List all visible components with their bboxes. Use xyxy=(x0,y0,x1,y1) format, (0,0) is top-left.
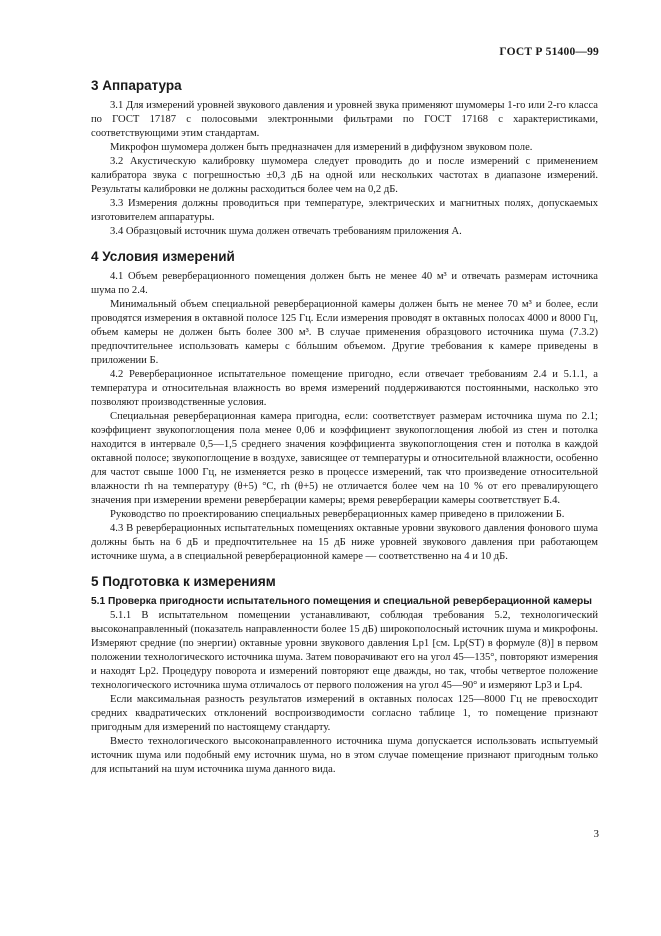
paragraph: Если максимальная разность результатов измерений в октавных полосах 125—8000 Гц не превосходит средних квадратических отклонений воспроизводимости согласно таблице 1, то помещение признают пригодным для измерений по настоящему стандарту. xyxy=(91,694,598,733)
paragraph: 3.4 Образцовый источник шума должен отвечать требованиям приложения А. xyxy=(110,226,462,237)
paragraph: 4.3 В реверберационных испытательных помещениях октавные уровни звукового давления фонового шума должны быть на 6 дБ и предпочтительнее на 15 дБ ниже уровней звукового давления при работающем источнике шума, а в специальной реверберационной камере — соответственно на 4 и 10 дБ. xyxy=(91,523,598,562)
paragraph: Специальная реверберационная камера пригодна, если: соответствует размерам источника шума по 2.1; коэффициент звукопоглощения пола менее 0,06 и коэффициент звукопоглощения любой из стен и потолка находится в интервале 0,5—1,5 среднего значения коэффициента звукопоглощения стен и потолка в каждой октавной полосе; звукопоглощение в воздухе, зависящее от температуры и относительной влажности, особенно для частот свыше 1000 Гц, не изменяется резко в процессе измерений, так что произведение относительной влажности rh на температуру (θ+5) °С, rh (θ+5) не отличается более чем на 10 % от его превалирующего значения при измерении времени реверберации камеры; время реверберации камеры соответствует Б.4. xyxy=(91,411,598,506)
paragraph: Минимальный объем специальной реверберационной камеры должен быть не менее 70 м³ и более, если проводятся измерения в октавной полосе 125 Гц. Если измерения проводят в октавных полосах 4000 и 8000 Гц, объем камеры не должен быть более 300 м³. В случае применения образцового источника шума (7.3.2) предпочтительнее использовать камеры с бóльшим объемом. Другие требования к камере приведены в приложении Б. xyxy=(91,299,598,366)
standard-code-header: ГОСТ Р 51400—99 xyxy=(499,46,599,58)
subsection-5-1-title: 5.1 Проверка пригодности испытательного помещения и специальной реверберационной камеры xyxy=(91,596,592,607)
section-4-title: 4 Условия измерений xyxy=(91,249,235,264)
paragraph: 3.2 Акустическую калибровку шумомера следует проводить до и после измерений с применением калибратора звука с погрешностью ±0,3 дБ на одной или нескольких частотах в диапазоне измерений. Результаты калибровки не должны расходиться более чем на 0,2 дБ. xyxy=(91,156,598,195)
paragraph: 3.1 Для измерений уровней звукового давления и уровней звука применяют шумомеры 1-го или 2-го класса по ГОСТ 17187 с полосовыми электронными фильтрами по ГОСТ 17168 с характеристиками, соответствующими этим стандартам. xyxy=(91,100,598,139)
section-3-title: 3 Аппаратура xyxy=(91,78,182,93)
paragraph: Вместо технологического высоконаправленного источника шума допускается использовать испытуемый источник шума или подобный ему источник шума, но в этом случае помещение признают пригодным только для испытаний на шум источника шума данного вида. xyxy=(91,736,598,775)
paragraph: Руководство по проектированию специальных реверберационных камер приведено в приложении Б. xyxy=(110,509,565,520)
paragraph: 3.3 Измерения должны проводиться при температуре, электрических и магнитных полях, допускаемых изготовителем аппаратуры. xyxy=(91,198,598,223)
paragraph: 4.1 Объем реверберационного помещения должен быть не менее 40 м³ и отвечать размерам источника шума по 2.4. xyxy=(91,271,598,296)
paragraph: Микрофон шумомера должен быть предназначен для измерений в диффузном звуковом поле. xyxy=(110,142,533,153)
paragraph: 4.2 Реверберационное испытательное помещение пригодно, если отвечает требованиям 2.4 и 5.1.1, а температура и относительная влажность во время измерений поддерживаются постоянными, насколько это позволяют производственные условия. xyxy=(91,369,598,408)
section-5-title: 5 Подготовка к измерениям xyxy=(91,574,276,589)
paragraph: 5.1.1 В испытательном помещении устанавливают, соблюдая требования 5.2, технологический высоконаправленный (показатель направленности более 15 дБ) широкополосный источник шума и микрофоны. Измеряют средние (по энергии) октавные уровни звукового давления Lp1 [см. Lp(ST) в формуле (8)] в первом положении технологического источника шума. Затем поворачивают его на угол 45—135°, повторяют измерения и находят Lp2. Процедуру поворота и измерений повторяют еще дважды, но так, чтобы четвертое положение технологического источника шума отличалось от первого положения на угол 45—90° и измеряют Lp3 и Lp4. xyxy=(91,610,598,691)
page-number: 3 xyxy=(593,828,599,840)
page-content xyxy=(91,78,598,777)
